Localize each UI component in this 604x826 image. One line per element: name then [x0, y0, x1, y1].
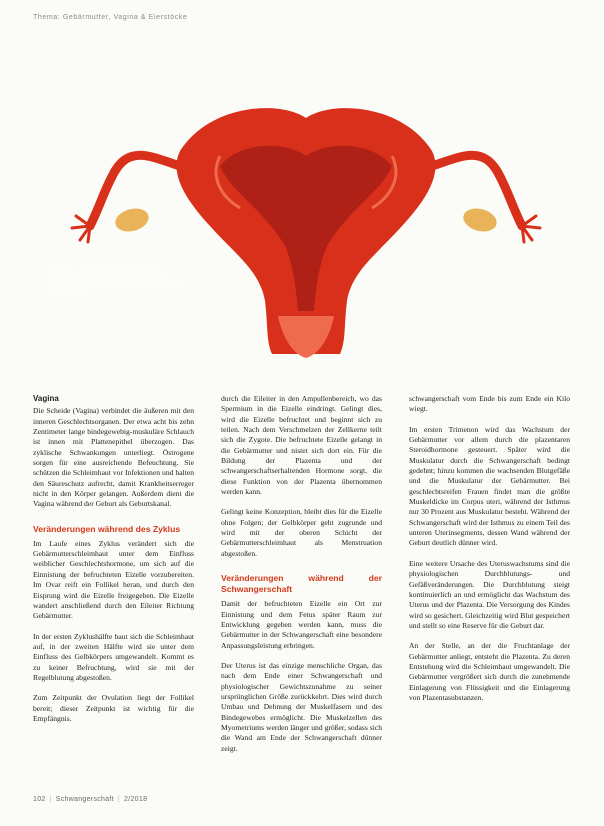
paragraph: Im ersten Trimenon wird das Wachstum der Gebärmutter vor allem durch die plazentaren Steroidhormone gesteuert. Später wird die Muskulatur durch die Schwangerschaft bedingt gedehnt; hinzu kommen die wachsenden Blutgefäße und die Muskulatur der Gebärmutter. Bei geschlechtsreifen Frauen findet man die größte Muskeldicke im Corpus uteri, während der Isthmus nur 30 Prozent aus Muskulatur besteht. Während der Schwangerschaft wird der Isthmus zu einem Teil des unteren Uterinsegments, dessen Wand während der Geburt deutlich dünner wird.	[409, 424, 570, 548]
paragraph: schwangerschaft vom Ende bis zum Ende ein Kilo wiegt.	[409, 394, 570, 414]
issue-number: 2/2018	[124, 796, 148, 803]
paragraph: Die Scheide (Vagina) verbindet die äußeren mit den inneren Geschlechtsorganen. Der etwa acht bis zehn Zentimeter lange bindegewebig-muskuläre Schlauch ist innen mit Plattenepithel überzogen. Das zyklische Schwankungen unterliegt. Östrogene sorgen für eine ausreichende Befeuchtung. Sie schützen die Schleimhaut vor Infektionen und halten den Säureschutz aufrecht, damit Krankheitserreger nicht in den Körper gelangen. Außerdem dient die Vagina während der Geburt als Geburtskanal.	[33, 406, 194, 509]
uterus-illustration	[60, 96, 552, 374]
left-ovary	[113, 205, 152, 235]
paragraph: An der Stelle, an der die Fruchtanlage der Gebärmutter anliegt, entsteht die Plazenta. Zu deren Entstehung wird die Schleimhaut umgewandelt. Die Gebärmutter vergrößert sich durch die zunehmende Einlagerung von Flüssigkeit und die Einlagerung von Plazentasubstanzen.	[409, 641, 570, 702]
page-header: Thema: Gebärmutter, Vagina & Eierstöcke	[33, 14, 188, 21]
paragraph: Im Laufe eines Zyklus verändert sich die Gebärmutterschleimhaut unter dem Einfluss weiblicher Geschlechtshormone, um sich auf die Einnistung der befruchteten Eizelle vorzubereiten. Im Ovar reift ein Follikel heran, und durch den Eisprung wird die Eizelle freigegeben. Die Eizelle wandert anschließend durch den Eileiter Richtung Gebärmutter.	[33, 538, 194, 621]
section-heading-zyklus: Veränderungen während des Zyklus	[33, 523, 181, 534]
text-column-2	[221, 394, 382, 764]
text-column-3	[409, 394, 570, 713]
right-fimbriae	[522, 216, 540, 242]
paragraph: Damit der befruchteten Eizelle ein Ort zur Einnistung und dem Fetus später Raum zur Entwicklung gegeben werden kann, muss die Gebärmutter in der Schwangerschaft eine besondere Anpassungsleistung erbringen.	[221, 599, 382, 650]
paragraph: Der Uterus ist das einzige menschliche Organ, das nach dem Ende einer Schwangerschaft und physiologischer Gewichtszunahme zu seiner ursprünglichen Größe zurückkehrt. Dies wird durch Umbau und Dehnung der Muskelfasern und des Bindegewebes ermöglicht. Die Muskelzellen des Myometriums werden länger und größer, sodass sich die Wand am Ende der Schwangerschaft dünner zeigt.	[221, 660, 382, 753]
paragraph: Zum Zeitpunkt der Ovulation liegt der Follikel bereit; dieser Zeitpunkt ist wichtig für die Empfängnis.	[33, 693, 194, 723]
left-fimbriae	[72, 216, 90, 242]
paragraph: In der ersten Zyklushälfte baut sich die Schleimhaut auf, in der zweiten Hälfte wird sie unter dem Einfluss des Gelbkörpers umgewandelt. Kommt es zu keiner Befruchtung, wird sie mit der Regelblutung abgestoßen.	[33, 631, 194, 682]
page-footer: 102 | Schwangerschaft | 2/2018	[33, 796, 148, 803]
illustration-caption: Illustration – die Gebärmutter mit Eileitern, Eierstöcken und Gebärmutterhals; darunter die Vagina, die Scheide verbindet die Gebärmutter mit der Außenwelt.	[46, 266, 180, 298]
section-heading-schwangerschaft: Veränderungen während der Schwangerschaft	[221, 573, 382, 595]
right-ovary	[461, 205, 500, 235]
magazine-name: Schwangerschaft	[55, 796, 114, 803]
paragraph: Gelingt keine Konzeption, bleibt dies für die Eizelle ohne Folgen; der Gelbkörper geht zugrunde und wird mit der oberen Schicht der Gebärmutterschleimhaut als Menstruation abgestoßen.	[221, 507, 382, 558]
paragraph: durch die Eileiter in den Ampullenbereich, wo das Spermium in die Eizelle eindringt. Gelingt dies, wird die Eizelle befruchtet und beginnt sich zu teilen. Nach dem Verschmelzen der Zellkerne teilt sich die Zygote. Die befruchtete Eizelle gelangt in die Gebärmutter und nistet sich dort ein. Für die Bildung der Plazenta und der schwangerschaftserhaltenden Hormone sorgt, die diese Funktion von der Plazenta übernommen werden kann.	[221, 394, 382, 497]
text-column-1	[33, 394, 194, 734]
subheading-vagina: Vagina	[33, 394, 59, 403]
page-number: 102	[33, 796, 46, 803]
paragraph: Eine weitere Ursache des Uteruswachstums sind die physiologischen Durchblutungs- und Gefäßveränderungen. Die Durchblutung steigt kontinuierlich an und ermöglicht das Wachstum des Uterus und der Plazenta. Die Versorgung des Kindes wird so gesichert. Gleichzeitig wird Blut gespeichert und stellt so eine Reserve für die Geburt dar.	[409, 558, 570, 630]
